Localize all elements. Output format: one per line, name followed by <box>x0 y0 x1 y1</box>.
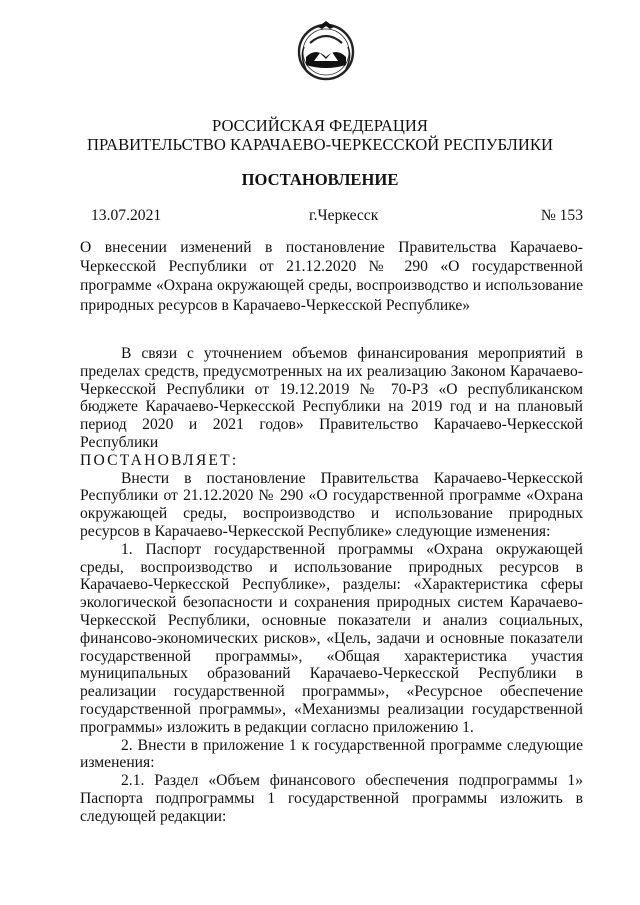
body-paragraph-1: Внести в постановление Правительства Карачаево-Черкесской Республики от 21.12.2020 № 290 «О государственной программе «Охрана окружающей среды, воспроизводство и использование природных ресурсов в Карачаево-Черкесской Республике» следующие изменения: <box>80 469 583 540</box>
body-paragraph-2: 1. Паспорт государственной программы «Охрана окружающей среды, воспроизводство и использование природных ресурсов в Карачаево-Черкесской Республике», разделы: «Характеристика сферы экологической безопасности и сохранения природных систем Карачаево-Черкесской Республики, основные показатели и анализ социальных, финансово-экономических рисков», «Цель, задачи и основные показатели государственной программы», «Общая характеристика участия муниципальных образований Карачаево-Черкесской Республики в реализации государственной программы», «Ресурсное обеспечение государственной программы», «Механизмы реализации государственной программы» изложить в редакции согласно приложению 1. <box>80 540 583 736</box>
document-number: № 153 <box>540 207 583 224</box>
document-date: 13.07.2021 <box>91 207 162 224</box>
body-resolves: ПОСТАНОВЛЯЕТ: <box>80 451 239 469</box>
body-intro: В связи с уточнением объемов финансирования мероприятий в пределах средств, предусмотренных на их реализацию Законом Карачаево-Черкесской Республики от 19.12.2019 № 70-РЗ «О республиканском бюджете Карачаево-Черкесской Республики на 2019 год и на плановый период 2020 и 2021 годов» Правительство Карачаево-Черкесской Республики <box>80 345 583 451</box>
body-paragraph-4: 2.1. Раздел «Объем финансового обеспечения подпрограммы 1» Паспорта подпрограммы 1 государственной программы изложить в следующей редакции: <box>80 772 583 825</box>
document-city: г.Черкесск <box>309 207 379 224</box>
header-government: ПРАВИТЕЛЬСТВО КАРАЧАЕВО-ЧЕРКЕССКОЙ РЕСПУБЛИКИ <box>87 135 553 154</box>
document-title: О внесении изменений в постановление Правительства Карачаево-Черкесской Республики от 21.12.2020 № 290 «О государственной программе «Охрана окружающей среды, воспроизводство и использование природных ресурсов в Карачаево-Черкесской Республике» <box>80 239 583 314</box>
body-paragraph-3: 2. Внести в приложение 1 к государственной программе следующие изменения: <box>80 736 583 772</box>
coat-of-arms-emblem <box>296 17 356 87</box>
document-type: ПОСТАНОВЛЕНИЕ <box>241 170 399 189</box>
document-body <box>80 345 583 826</box>
header-country: РОССИЙСКАЯ ФЕДЕРАЦИЯ <box>212 116 428 135</box>
